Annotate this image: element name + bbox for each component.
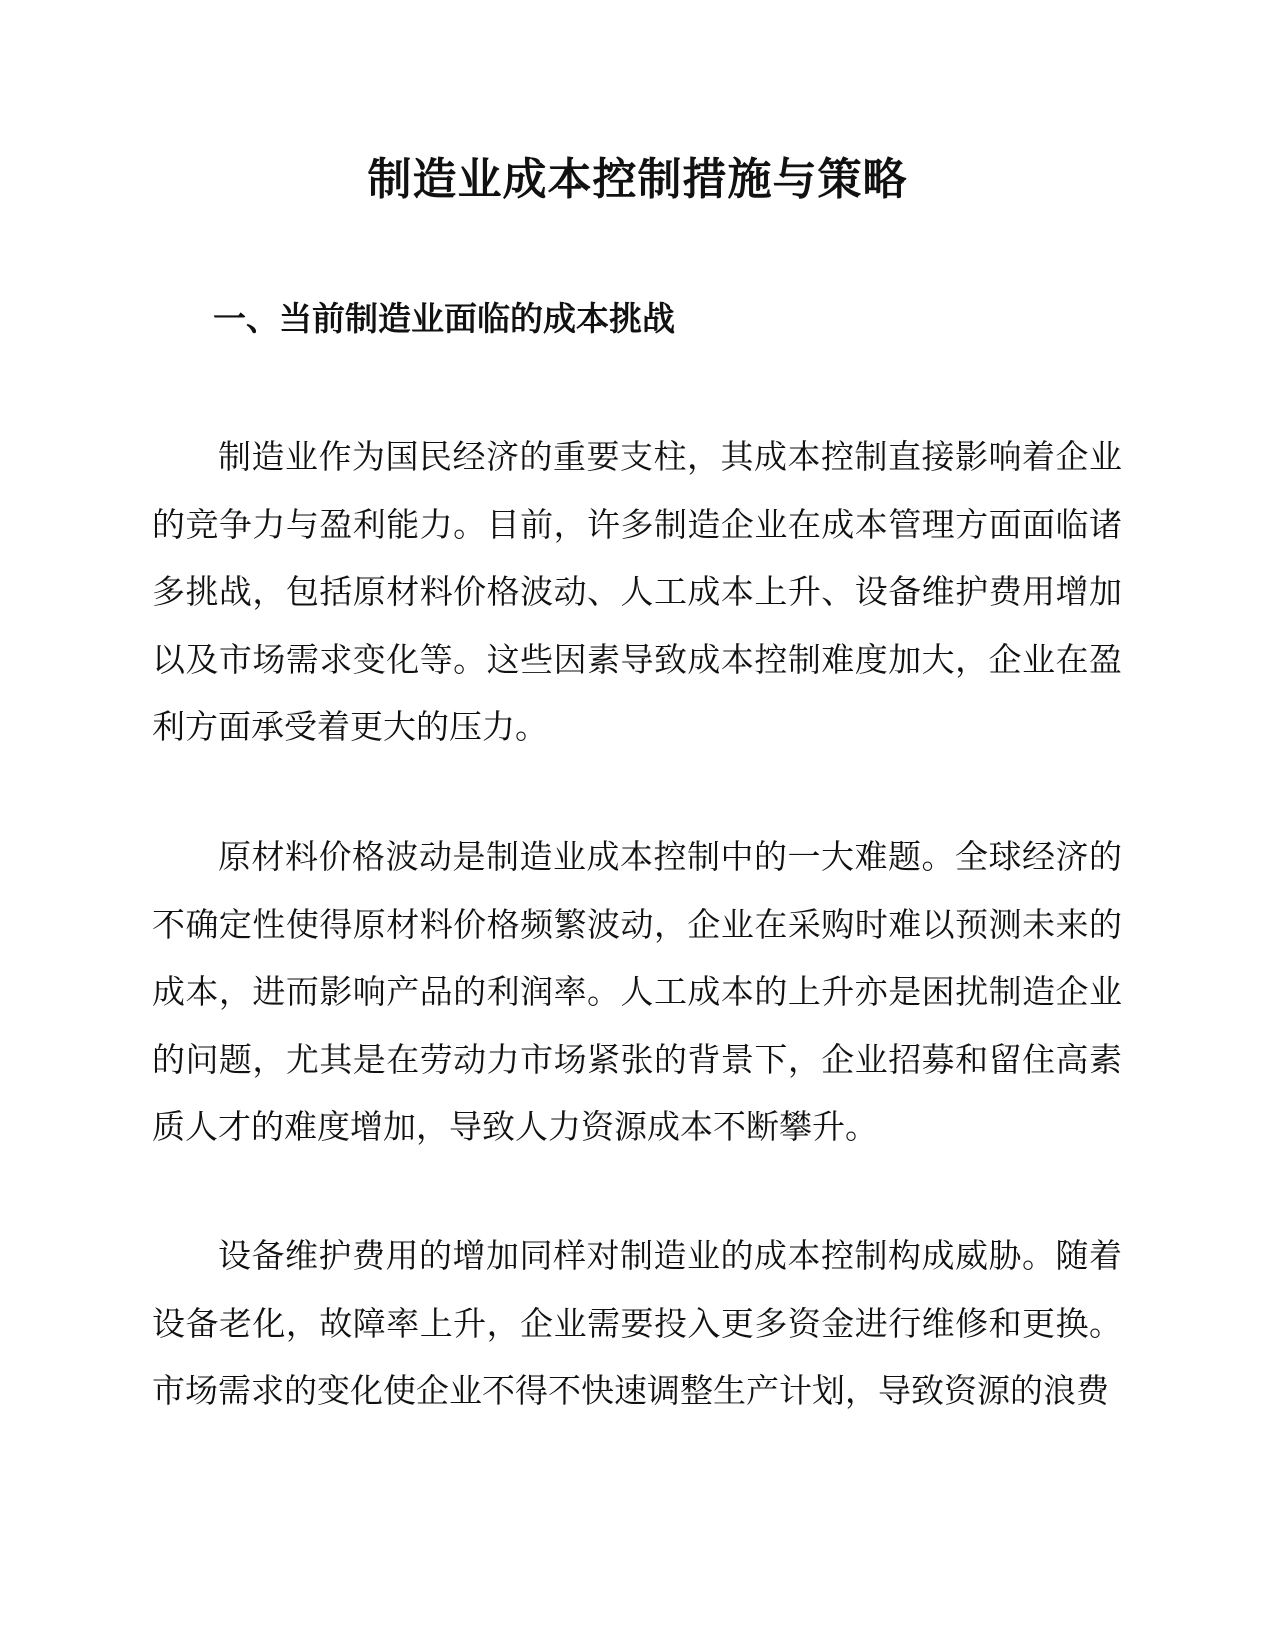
body-paragraph: 原材料价格波动是制造业成本控制中的一大难题。全球经济的不确定性使得原材料价格频繁波动，企业在采购时难以预测未来的成本，进而影响产品的利润率。人工成本的上升亦是困扰制造企业的问题，尤其是在劳动力市场紧张的背景下，企业招募和留住高素质人才的难度增加，导致人力资源成本不断攀升。 <box>152 837 1122 1146</box>
body-paragraph: 设备维护费用的增加同样对制造业的成本控制构成威胁。随着设备老化，故障率上升，企业需要投入更多资金进行维修和更换。市场需求的变化使企业不得不快速调整生产计划，导致资源的浪费 <box>152 1236 1122 1410</box>
body-paragraph: 制造业作为国民经济的重要支柱，其成本控制直接影响着企业的竞争力与盈利能力。目前，许多制造企业在成本管理方面面临诸多挑战，包括原材料价格波动、人工成本上升、设备维护费用增加以及市场需求变化等。这些因素导致成本控制难度加大，企业在盈利方面承受着更大的压力。 <box>152 437 1122 746</box>
document-title: 制造业成本控制措施与策略 <box>367 154 908 205</box>
section-heading: 一、当前制造业面临的成本挑战 <box>213 299 675 338</box>
